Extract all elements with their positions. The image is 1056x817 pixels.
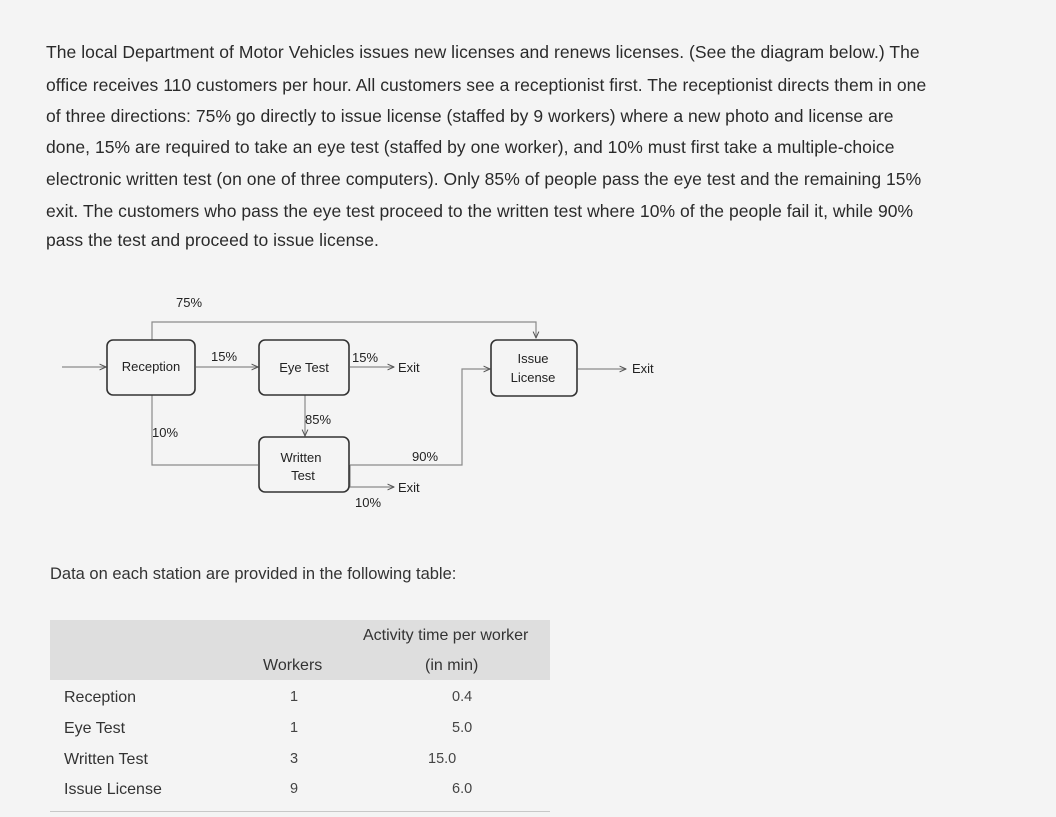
station-time: 0.4 bbox=[452, 689, 473, 705]
header-time-unit: (in min) bbox=[425, 657, 479, 674]
pct-75-label: 75% bbox=[176, 295, 203, 310]
exit-final-label: Exit bbox=[632, 361, 654, 376]
workers-value: 9 bbox=[289, 781, 299, 797]
problem-line: electronic written test (on one of three computers). Only 85% of people pass the eye test and the remaining 15% bbox=[46, 169, 922, 189]
problem-line: The local Department of Motor Vehicles issues new licenses and renews licenses. (See the diagram below.) The bbox=[46, 42, 920, 62]
table-bottom-rule bbox=[50, 811, 550, 812]
reception-label: Reception bbox=[121, 359, 181, 374]
problem-line: done, 15% are required to take an eye test (staffed by one worker), and 10% must first take a multiple-choice bbox=[46, 137, 895, 157]
problem-line: pass the test and proceed to issue license. bbox=[46, 230, 379, 250]
station-name: Written Test bbox=[64, 751, 148, 768]
station-time: 6.0 bbox=[452, 781, 473, 797]
pct-15-eye-label: 15% bbox=[211, 349, 238, 364]
written-test-label: Written bbox=[280, 450, 322, 465]
exit-after-eye-label: Exit bbox=[398, 360, 420, 375]
station-name: Eye Test bbox=[64, 720, 126, 737]
station-time: 5.0 bbox=[452, 720, 473, 736]
problem-line: office receives 110 customers per hour. All customers see a receptionist first. The receptionist directs them in one bbox=[46, 75, 927, 95]
written-exit-arrow bbox=[350, 465, 394, 487]
issue-license-label: Issue bbox=[517, 351, 549, 366]
exit-after-written-label: Exit bbox=[398, 480, 420, 495]
written-test-label: Test bbox=[291, 468, 315, 483]
station-time: 15.0 bbox=[428, 751, 457, 767]
bypass-75-arrow bbox=[152, 322, 536, 340]
station-name: Issue License bbox=[64, 781, 162, 798]
pct-10-fail-label: 10% bbox=[355, 495, 382, 510]
issue-license-box bbox=[491, 340, 577, 396]
issue-license-label: License bbox=[510, 370, 556, 385]
pct-10-written-label: 10% bbox=[152, 425, 179, 440]
pct-90-label: 90% bbox=[412, 449, 439, 464]
workers-value: 1 bbox=[289, 720, 299, 736]
table-caption: Data on each station are provided in the following table: bbox=[50, 565, 457, 583]
problem-line: of three directions: 75% go directly to issue license (staffed by 9 workers) where a new photo and license are bbox=[46, 106, 894, 126]
header-activity-time: Activity time per worker bbox=[363, 627, 529, 644]
workers-value: 1 bbox=[289, 689, 299, 705]
pct-15-exit-label: 15% bbox=[352, 350, 379, 365]
header-workers: Workers bbox=[263, 657, 323, 674]
eye-test-label: Eye Test bbox=[279, 360, 329, 375]
pct-85-label: 85% bbox=[305, 412, 332, 427]
workers-value: 3 bbox=[289, 751, 299, 767]
problem-line: exit. The customers who pass the eye test proceed to the written test where 10% of the people fail it, while 90% bbox=[46, 201, 914, 221]
station-name: Reception bbox=[64, 689, 137, 706]
